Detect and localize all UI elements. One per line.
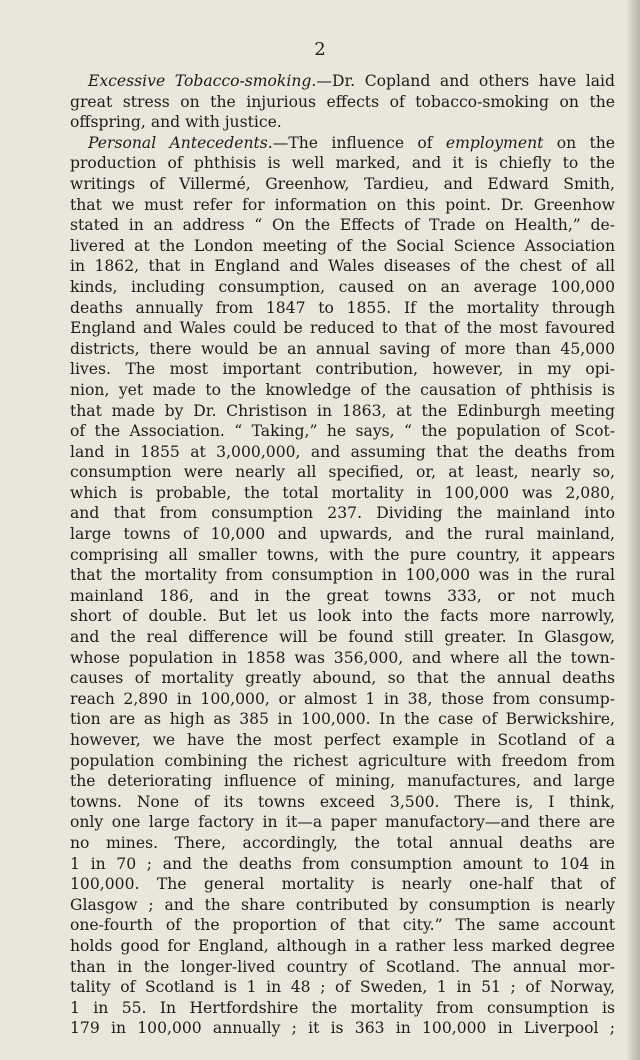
text-line: [70, 339, 615, 360]
text-line: [70, 565, 615, 586]
text-segment: comprising all smaller towns, with the pure country, it appears: [70, 545, 615, 564]
text-line: [70, 895, 615, 916]
text-segment: that the mortality from consumption in 100,000 was in the rural: [70, 566, 615, 585]
text-line: [70, 503, 615, 524]
page-number: 2: [314, 39, 326, 60]
text-segment: production of phthisis is well marked, and it is chiefly to the: [70, 154, 615, 173]
text-segment: short of double. But let us look into the facts more narrowly,: [70, 607, 615, 626]
text-segment: only one large factory in it—a paper manufactory—and there are: [70, 813, 615, 832]
italic-text: employment: [445, 133, 544, 152]
text-line: [70, 462, 615, 483]
text-line: [70, 648, 615, 669]
text-line: [70, 153, 615, 174]
text-segment: 1 in 55. In Hertfordshire the mortality from consumption is: [70, 998, 615, 1017]
text-segment: —Dr. Copland and others have laid: [316, 72, 616, 90]
text-line: [70, 483, 615, 504]
text-line: [70, 195, 615, 216]
text-segment: England and Wales could be reduced to that of the most favoured: [70, 319, 615, 338]
text-line: [70, 812, 615, 833]
text-segment: mainland 186, and in the great towns 333, or not much: [70, 586, 615, 605]
text-line: [70, 792, 615, 813]
text-segment: lives. The most important contribution, however, in my opi-: [70, 360, 615, 379]
text-line: [70, 874, 615, 895]
text-segment: 179 in 100,000 annually ; it is 363 in 100,000 in Liverpool ;: [70, 1019, 615, 1038]
text-line: [70, 709, 615, 730]
text-line: [70, 174, 615, 195]
text-line: [70, 215, 615, 236]
text-line: [70, 936, 615, 957]
text-segment: and that from consumption 237. Dividing the mainland into: [70, 504, 615, 523]
text-segment: Glasgow ; and the share contributed by consumption is nearly: [70, 895, 615, 914]
text-segment: tality of Scotland is 1 in 48 ; of Sweden, 1 in 51 ; of Norway,: [70, 978, 615, 997]
text-line: [70, 421, 615, 442]
text-segment: no mines. There, accordingly, the total annual deaths are: [70, 833, 615, 852]
text-line: [70, 1018, 615, 1039]
text-line: [70, 668, 615, 689]
text-segment: stated in an address “ On the Effects of Trade on Health,” de-: [70, 216, 615, 235]
text-segment: consumption were nearly all specified, or, at least, nearly so,: [70, 463, 615, 482]
text-line: [70, 524, 615, 545]
text-segment: large towns of 10,000 and upwards, and the rural mainland,: [70, 525, 615, 544]
text-segment: 1 in 70 ; and the deaths from consumption amount to 104 in: [70, 854, 615, 873]
text-line: [70, 854, 615, 875]
text-line: [70, 92, 615, 113]
body-text: [70, 71, 615, 1039]
text-segment: however, we have the most perfect example in Scotland of a: [70, 731, 615, 749]
text-segment: holds good for England, although in a rather less marked degree: [70, 936, 615, 955]
text-line: [70, 401, 615, 422]
text-line: [70, 771, 615, 792]
text-segment: which is probable, the total mortality in 100,000 was 2,080,: [70, 483, 615, 502]
text-segment: tion are as high as 385 in 100,000. In the case of Berwickshire,: [70, 710, 615, 729]
text-line: [70, 236, 615, 257]
text-segment: 100,000. The general mortality is nearly one-half that of: [70, 875, 615, 894]
text-segment: livered at the London meeting of the Social Science Association: [70, 236, 615, 255]
text-line: [70, 977, 615, 998]
text-segment: on the: [543, 133, 616, 152]
text-line: [70, 606, 615, 627]
text-segment: reach 2,890 in 100,000, or almost 1 in 38, those from consump-: [70, 689, 615, 708]
text-line: [70, 256, 615, 277]
text-segment: than in the longer-lived country of Scotland. The annual mor-: [70, 957, 615, 976]
text-segment: writings of Villermé, Greenhow, Tardieu, and Edward Smith,: [70, 174, 615, 193]
text-line: [70, 298, 615, 319]
text-segment: nion, yet made to the knowledge of the causation of phthisis is: [70, 380, 615, 399]
text-segment: causes of mortality greatly abound, so that the annual deaths: [70, 669, 615, 688]
text-segment: one-fourth of the proportion of that city.” The same account: [70, 916, 615, 935]
text-segment: that made by Dr. Christison in 1863, at the Edinburgh meeting: [70, 401, 615, 420]
text-line: [70, 112, 615, 133]
text-segment: of the Association. “ Taking,” he says, “ the population of Scot-: [70, 422, 615, 441]
text-line: [70, 730, 615, 751]
text-line: [70, 689, 615, 710]
page-edge: [626, 0, 640, 1060]
text-line: [70, 71, 615, 92]
text-segment: and the real difference will be found still greater. In Glasgow,: [70, 628, 615, 647]
text-segment: —The influence of: [272, 133, 446, 152]
text-segment: offspring, and with justice.: [70, 113, 282, 132]
text-line: [70, 586, 615, 607]
text-segment: population combining the richest agriculture with freedom from: [70, 751, 615, 770]
text-line: [70, 833, 615, 854]
text-line: [70, 957, 615, 978]
text-segment: great stress on the injurious effects of tobacco-smoking on the: [70, 92, 615, 111]
text-line: [70, 751, 615, 772]
italic-text: Personal Antecedents.: [88, 133, 273, 152]
text-segment: deaths annually from 1847 to 1855. If the mortality through: [70, 298, 615, 317]
text-line: [70, 442, 615, 463]
text-segment: that we must refer for information on this point. Dr. Greenhow: [70, 195, 615, 214]
text-segment: in 1862, that in England and Wales diseases of the chest of all: [70, 257, 615, 276]
text-line: [70, 277, 615, 298]
text-segment: kinds, including consumption, caused on an average 100,000: [70, 277, 615, 296]
text-line: [70, 998, 615, 1019]
text-line: [70, 915, 615, 936]
text-line: [70, 545, 615, 566]
text-segment: land in 1855 at 3,000,000, and assuming that the deaths from: [70, 442, 615, 461]
text-line: [70, 318, 615, 339]
text-segment: the deteriorating influence of mining, manufactures, and large: [70, 772, 615, 791]
text-line: [70, 133, 615, 154]
italic-text: Excessive Tobacco-smoking.: [88, 72, 317, 90]
text-segment: whose population in 1858 was 356,000, and where all the town-: [70, 648, 615, 667]
text-segment: districts, there would be an annual saving of more than 45,000: [70, 339, 615, 358]
text-line: [70, 359, 615, 380]
text-line: [70, 380, 615, 401]
text-segment: towns. None of its towns exceed 3,500. There is, I think,: [70, 792, 615, 811]
text-line: [70, 627, 615, 648]
